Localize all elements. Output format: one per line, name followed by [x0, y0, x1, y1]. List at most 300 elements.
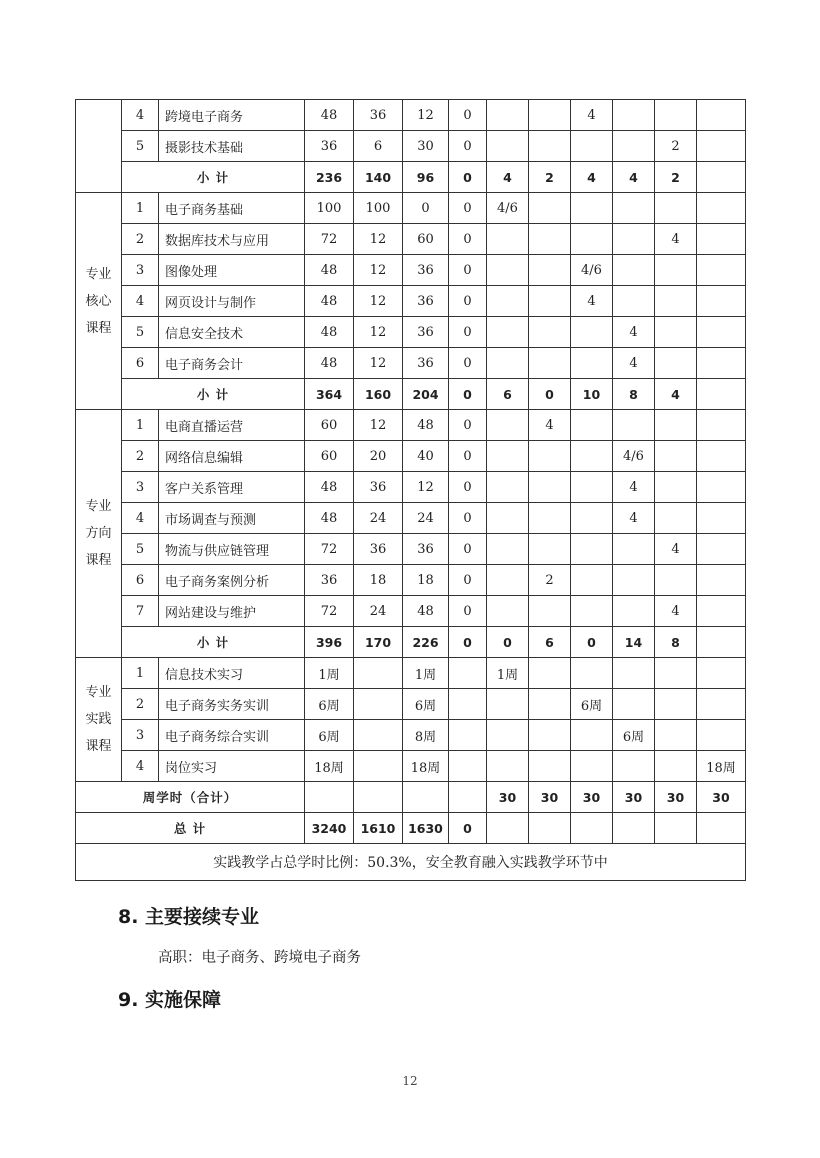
table-row	[76, 193, 746, 224]
semester-3	[571, 565, 613, 596]
semester-4: 4	[613, 472, 655, 503]
weekly-hours-row	[76, 782, 746, 813]
semester-6: 18周	[697, 751, 746, 782]
semester-4	[613, 813, 655, 844]
table-row	[76, 255, 746, 286]
table-row	[76, 596, 746, 627]
table-row	[76, 472, 746, 503]
other-hours	[449, 720, 487, 751]
total-hours	[305, 782, 354, 813]
course-name: 数据库技术与应用	[159, 224, 305, 255]
semester-1	[487, 348, 529, 379]
semester-3	[571, 503, 613, 534]
course-name: 电子商务会计	[159, 348, 305, 379]
semester-1	[487, 224, 529, 255]
course-number: 2	[122, 441, 159, 472]
semester-5	[655, 317, 697, 348]
semester-1: 4/6	[487, 193, 529, 224]
semester-4	[613, 689, 655, 720]
practice-hours: 226	[403, 627, 449, 658]
course-name: 摄影技术基础	[159, 131, 305, 162]
semester-4: 4	[613, 317, 655, 348]
table-row	[76, 224, 746, 255]
semester-3: 10	[571, 379, 613, 410]
semester-5	[655, 689, 697, 720]
semester-2	[529, 658, 571, 689]
semester-2: 30	[529, 782, 571, 813]
semester-1	[487, 317, 529, 348]
course-number: 3	[122, 255, 159, 286]
theory-hours: 1610	[354, 813, 403, 844]
course-number: 3	[122, 472, 159, 503]
practice-hours: 36	[403, 255, 449, 286]
total-hours: 48	[305, 348, 354, 379]
practice-hours: 36	[403, 317, 449, 348]
total-hours: 36	[305, 565, 354, 596]
course-name: 电子商务实务实训	[159, 689, 305, 720]
semester-6	[697, 534, 746, 565]
theory-hours: 18	[354, 565, 403, 596]
semester-6	[697, 813, 746, 844]
semester-2: 6	[529, 627, 571, 658]
course-number: 7	[122, 596, 159, 627]
semester-6: 30	[697, 782, 746, 813]
theory-hours: 12	[354, 255, 403, 286]
course-number: 2	[122, 224, 159, 255]
course-number: 1	[122, 193, 159, 224]
semester-1	[487, 472, 529, 503]
other-hours: 0	[449, 627, 487, 658]
course-number: 4	[122, 286, 159, 317]
other-hours: 0	[449, 286, 487, 317]
practice-hours	[403, 782, 449, 813]
semester-6	[697, 286, 746, 317]
grand-total-row-label: 总 计	[76, 813, 305, 844]
grand-total-row	[76, 813, 746, 844]
total-hours: 72	[305, 534, 354, 565]
course-number: 4	[122, 751, 159, 782]
practice-hours: 6周	[403, 689, 449, 720]
other-hours	[449, 782, 487, 813]
semester-5: 2	[655, 162, 697, 193]
semester-2	[529, 689, 571, 720]
subtotal-row	[76, 379, 746, 410]
subtotal-label: 小 计	[122, 627, 305, 658]
semester-3	[571, 596, 613, 627]
total-hours: 18周	[305, 751, 354, 782]
semester-6	[697, 720, 746, 751]
semester-1	[487, 565, 529, 596]
semester-1	[487, 131, 529, 162]
semester-4: 30	[613, 782, 655, 813]
semester-2	[529, 348, 571, 379]
semester-6	[697, 255, 746, 286]
semester-1	[487, 100, 529, 131]
semester-2	[529, 224, 571, 255]
practice-hours: 12	[403, 100, 449, 131]
semester-1: 0	[487, 627, 529, 658]
semester-6	[697, 410, 746, 441]
course-number: 6	[122, 348, 159, 379]
semester-4	[613, 131, 655, 162]
theory-hours: 100	[354, 193, 403, 224]
semester-2: 2	[529, 565, 571, 596]
other-hours: 0	[449, 472, 487, 503]
other-hours	[449, 658, 487, 689]
other-hours: 0	[449, 379, 487, 410]
course-number: 5	[122, 534, 159, 565]
semester-2	[529, 193, 571, 224]
semester-3	[571, 658, 613, 689]
course-name: 跨境电子商务	[159, 100, 305, 131]
semester-5	[655, 410, 697, 441]
other-hours: 0	[449, 565, 487, 596]
total-hours: 236	[305, 162, 354, 193]
other-hours: 0	[449, 317, 487, 348]
semester-1: 6	[487, 379, 529, 410]
practice-hours: 36	[403, 348, 449, 379]
semester-5: 4	[655, 596, 697, 627]
subtotal-row	[76, 627, 746, 658]
semester-4	[613, 286, 655, 317]
table-row	[76, 348, 746, 379]
total-hours: 48	[305, 317, 354, 348]
semester-4	[613, 658, 655, 689]
theory-hours: 160	[354, 379, 403, 410]
practice-hours: 8周	[403, 720, 449, 751]
total-hours: 72	[305, 596, 354, 627]
semester-4: 4	[613, 503, 655, 534]
semester-3: 4/6	[571, 255, 613, 286]
theory-hours: 24	[354, 503, 403, 534]
total-hours: 396	[305, 627, 354, 658]
semester-4	[613, 100, 655, 131]
total-hours: 48	[305, 255, 354, 286]
practice-hours: 60	[403, 224, 449, 255]
practice-hours: 12	[403, 472, 449, 503]
semester-6	[697, 379, 746, 410]
practice-hours: 48	[403, 410, 449, 441]
other-hours: 0	[449, 255, 487, 286]
semester-1	[487, 596, 529, 627]
table-row	[76, 441, 746, 472]
semester-4: 4	[613, 162, 655, 193]
other-hours: 0	[449, 162, 487, 193]
semester-4: 14	[613, 627, 655, 658]
semester-5	[655, 286, 697, 317]
table-row	[76, 317, 746, 348]
course-name: 客户关系管理	[159, 472, 305, 503]
semester-1: 4	[487, 162, 529, 193]
semester-3: 30	[571, 782, 613, 813]
semester-5	[655, 503, 697, 534]
theory-hours: 36	[354, 472, 403, 503]
theory-hours	[354, 689, 403, 720]
table-row	[76, 410, 746, 441]
theory-hours	[354, 720, 403, 751]
semester-1	[487, 410, 529, 441]
semester-5: 4	[655, 379, 697, 410]
practice-hours: 36	[403, 534, 449, 565]
table-row	[76, 689, 746, 720]
table-row	[76, 720, 746, 751]
practice-hours: 48	[403, 596, 449, 627]
total-hours: 364	[305, 379, 354, 410]
semester-4	[613, 596, 655, 627]
semester-2	[529, 503, 571, 534]
total-hours: 60	[305, 441, 354, 472]
semester-6	[697, 348, 746, 379]
course-number: 4	[122, 503, 159, 534]
total-hours: 36	[305, 131, 354, 162]
theory-hours: 12	[354, 317, 403, 348]
semester-2	[529, 131, 571, 162]
semester-6	[697, 472, 746, 503]
table-row	[76, 565, 746, 596]
semester-4: 4	[613, 348, 655, 379]
practice-hours: 40	[403, 441, 449, 472]
course-name: 信息技术实习	[159, 658, 305, 689]
course-name: 网站建设与维护	[159, 596, 305, 627]
course-name: 电子商务案例分析	[159, 565, 305, 596]
other-hours: 0	[449, 224, 487, 255]
theory-hours: 20	[354, 441, 403, 472]
semester-2	[529, 720, 571, 751]
other-hours: 0	[449, 131, 487, 162]
semester-5	[655, 751, 697, 782]
semester-1	[487, 286, 529, 317]
section-9-heading: 9. 实施保障	[118, 989, 222, 1011]
course-number: 1	[122, 410, 159, 441]
semester-4	[613, 534, 655, 565]
semester-3	[571, 441, 613, 472]
semester-2	[529, 441, 571, 472]
semester-1	[487, 813, 529, 844]
semester-2	[529, 534, 571, 565]
semester-1	[487, 534, 529, 565]
theory-hours: 170	[354, 627, 403, 658]
theory-hours: 12	[354, 224, 403, 255]
semester-5	[655, 472, 697, 503]
practice-hours: 18	[403, 565, 449, 596]
semester-1	[487, 720, 529, 751]
semester-3	[571, 410, 613, 441]
total-hours: 3240	[305, 813, 354, 844]
theory-hours: 12	[354, 410, 403, 441]
course-name: 网络信息编辑	[159, 441, 305, 472]
semester-2: 2	[529, 162, 571, 193]
semester-6	[697, 131, 746, 162]
table-row	[76, 131, 746, 162]
semester-3	[571, 472, 613, 503]
semester-2	[529, 317, 571, 348]
semester-6	[697, 596, 746, 627]
category-cell	[76, 100, 122, 193]
semester-2	[529, 596, 571, 627]
course-number: 1	[122, 658, 159, 689]
theory-hours	[354, 782, 403, 813]
other-hours: 0	[449, 441, 487, 472]
section-8-heading: 8. 主要接续专业	[118, 906, 260, 928]
total-hours: 6周	[305, 689, 354, 720]
course-number: 5	[122, 317, 159, 348]
semester-4: 6周	[613, 720, 655, 751]
course-name: 信息安全技术	[159, 317, 305, 348]
semester-5	[655, 720, 697, 751]
semester-6	[697, 503, 746, 534]
semester-3	[571, 193, 613, 224]
theory-hours: 140	[354, 162, 403, 193]
category-cell: 专业 实践 课程	[76, 658, 122, 782]
other-hours: 0	[449, 193, 487, 224]
semester-1	[487, 689, 529, 720]
semester-4	[613, 193, 655, 224]
total-hours: 1周	[305, 658, 354, 689]
other-hours: 0	[449, 348, 487, 379]
semester-5	[655, 348, 697, 379]
table-row	[76, 286, 746, 317]
total-hours: 48	[305, 503, 354, 534]
course-number: 4	[122, 100, 159, 131]
course-name: 电商直播运营	[159, 410, 305, 441]
theory-hours: 36	[354, 100, 403, 131]
table-row	[76, 503, 746, 534]
semester-1: 1周	[487, 658, 529, 689]
semester-6	[697, 100, 746, 131]
practice-hours: 96	[403, 162, 449, 193]
total-hours: 48	[305, 100, 354, 131]
semester-5	[655, 255, 697, 286]
semester-5: 4	[655, 534, 697, 565]
course-name: 物流与供应链管理	[159, 534, 305, 565]
theory-hours: 24	[354, 596, 403, 627]
total-hours: 72	[305, 224, 354, 255]
other-hours: 0	[449, 503, 487, 534]
course-number: 5	[122, 131, 159, 162]
semester-6	[697, 658, 746, 689]
semester-6	[697, 317, 746, 348]
course-name: 图像处理	[159, 255, 305, 286]
semester-6	[697, 627, 746, 658]
semester-5	[655, 658, 697, 689]
semester-4: 4/6	[613, 441, 655, 472]
table-row	[76, 534, 746, 565]
table-row	[76, 658, 746, 689]
practice-hours: 30	[403, 131, 449, 162]
semester-5	[655, 565, 697, 596]
total-hours: 60	[305, 410, 354, 441]
semester-2	[529, 100, 571, 131]
subtotal-row	[76, 162, 746, 193]
semester-4: 8	[613, 379, 655, 410]
other-hours	[449, 751, 487, 782]
theory-hours: 36	[354, 534, 403, 565]
semester-5	[655, 813, 697, 844]
practice-hours: 36	[403, 286, 449, 317]
semester-3: 6周	[571, 689, 613, 720]
semester-3	[571, 348, 613, 379]
category-cell: 专业 核心 课程	[76, 193, 122, 410]
category-cell: 专业 方向 课程	[76, 410, 122, 658]
semester-3	[571, 720, 613, 751]
practice-ratio-note: 实践教学占总学时比例：50.3%，安全教育融入实践教学环节中	[76, 844, 746, 881]
semester-6	[697, 162, 746, 193]
semester-2: 0	[529, 379, 571, 410]
semester-6	[697, 441, 746, 472]
course-name: 市场调查与预测	[159, 503, 305, 534]
semester-4	[613, 255, 655, 286]
theory-hours: 6	[354, 131, 403, 162]
total-hours: 6周	[305, 720, 354, 751]
semester-3	[571, 317, 613, 348]
semester-6	[697, 224, 746, 255]
weekly-hours-row-label: 周学时（合计）	[76, 782, 305, 813]
semester-2	[529, 472, 571, 503]
semester-6	[697, 193, 746, 224]
course-name: 电子商务基础	[159, 193, 305, 224]
semester-5	[655, 193, 697, 224]
curriculum-table	[75, 99, 746, 881]
table-row	[76, 100, 746, 131]
practice-hours: 0	[403, 193, 449, 224]
theory-hours	[354, 658, 403, 689]
semester-4	[613, 410, 655, 441]
semester-1	[487, 441, 529, 472]
course-name: 岗位实习	[159, 751, 305, 782]
semester-5: 8	[655, 627, 697, 658]
course-name: 电子商务综合实训	[159, 720, 305, 751]
other-hours: 0	[449, 813, 487, 844]
semester-5: 4	[655, 224, 697, 255]
course-number: 3	[122, 720, 159, 751]
semester-5	[655, 441, 697, 472]
practice-hours: 24	[403, 503, 449, 534]
total-hours: 48	[305, 472, 354, 503]
theory-hours	[354, 751, 403, 782]
semester-2	[529, 751, 571, 782]
course-number: 6	[122, 565, 159, 596]
semester-3	[571, 751, 613, 782]
semester-3	[571, 131, 613, 162]
semester-3: 4	[571, 286, 613, 317]
semester-5	[655, 100, 697, 131]
table-row	[76, 751, 746, 782]
total-hours: 48	[305, 286, 354, 317]
semester-2	[529, 255, 571, 286]
semester-3: 4	[571, 100, 613, 131]
semester-3: 4	[571, 162, 613, 193]
semester-2	[529, 286, 571, 317]
subtotal-label: 小 计	[122, 162, 305, 193]
course-name: 网页设计与制作	[159, 286, 305, 317]
theory-hours: 12	[354, 348, 403, 379]
other-hours: 0	[449, 100, 487, 131]
semester-1	[487, 503, 529, 534]
practice-hours: 18周	[403, 751, 449, 782]
other-hours: 0	[449, 410, 487, 441]
semester-3	[571, 534, 613, 565]
semester-2	[529, 813, 571, 844]
semester-6	[697, 565, 746, 596]
semester-1	[487, 255, 529, 286]
other-hours	[449, 689, 487, 720]
semester-2: 4	[529, 410, 571, 441]
other-hours: 0	[449, 534, 487, 565]
semester-3	[571, 813, 613, 844]
section-8-text: 高职：电子商务、跨境电子商务	[158, 950, 361, 966]
practice-hours: 204	[403, 379, 449, 410]
semester-1: 30	[487, 782, 529, 813]
